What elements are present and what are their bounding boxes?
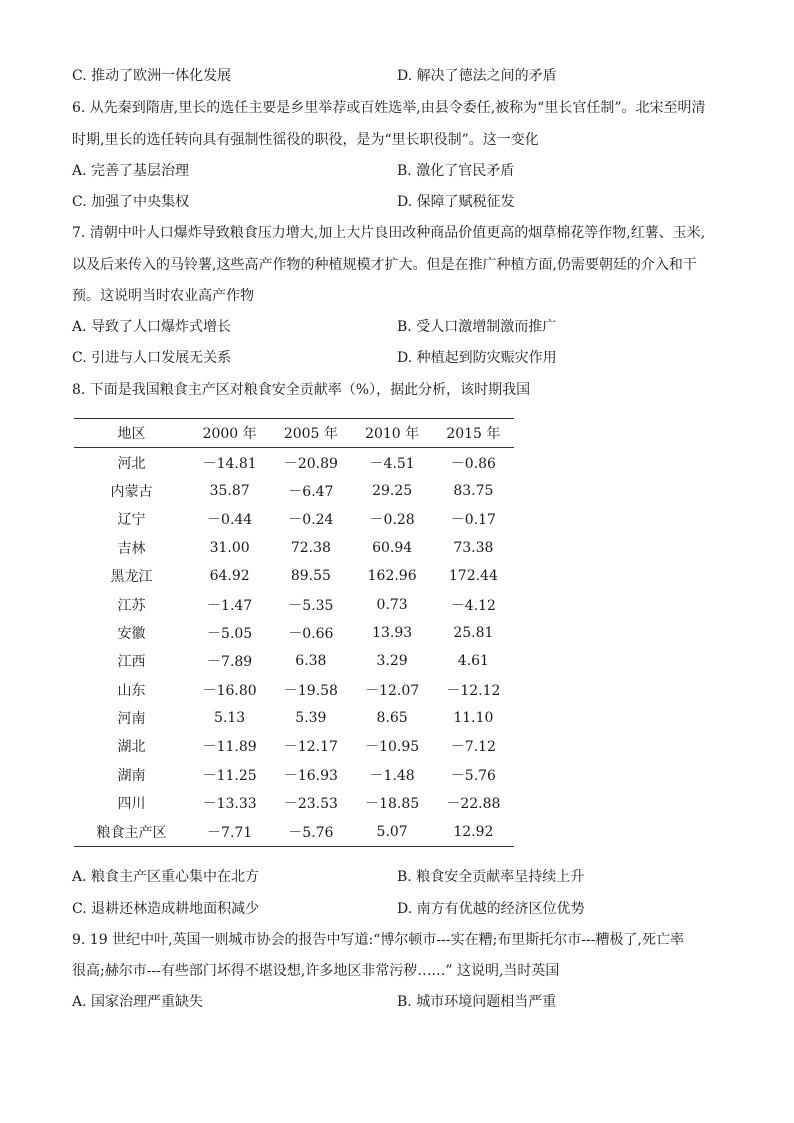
header-2010: 2010 年 bbox=[365, 426, 420, 443]
table-row bbox=[74, 619, 514, 647]
q6-stem-line2: 时期,里长的选任转向具有强制性徭役的职役，是为“里长职役制”。这一变化 bbox=[72, 132, 539, 148]
q6-option-a: A. 完善了基层治理 bbox=[72, 163, 190, 179]
value-cell: 13.93 bbox=[372, 624, 413, 641]
table-row bbox=[74, 761, 514, 789]
region-cell: 吉林 bbox=[117, 540, 146, 557]
q5-option-d: D. 解决了德法之间的矛盾 bbox=[397, 68, 557, 84]
region-cell: 江苏 bbox=[117, 597, 146, 614]
value-cell: －0.24 bbox=[288, 512, 334, 529]
value-cell: 11.10 bbox=[453, 710, 494, 727]
region-cell: 四川 bbox=[117, 796, 146, 813]
header-2005: 2005 年 bbox=[283, 426, 338, 443]
header-region: 地区 bbox=[117, 426, 146, 443]
q8-option-d: D. 南方有优越的经济区位优势 bbox=[397, 901, 585, 917]
value-cell: 31.00 bbox=[209, 539, 250, 556]
table-row bbox=[74, 448, 514, 477]
table-row bbox=[74, 676, 514, 704]
table-row bbox=[74, 477, 514, 505]
value-cell: 60.94 bbox=[372, 539, 413, 556]
region-cell: 河北 bbox=[117, 455, 146, 472]
table-row bbox=[74, 534, 514, 562]
value-cell: －13.33 bbox=[202, 796, 257, 813]
table-row bbox=[74, 590, 514, 618]
value-cell: －4.51 bbox=[369, 455, 415, 472]
table-header-row bbox=[74, 419, 514, 448]
q9-option-a: A. 国家治理严重缺失 bbox=[72, 994, 204, 1010]
header-2000: 2000 年 bbox=[202, 426, 257, 443]
region-cell: 江西 bbox=[117, 654, 146, 671]
value-cell: －1.48 bbox=[369, 767, 415, 784]
value-cell: －7.89 bbox=[207, 654, 253, 671]
region-cell: 湖南 bbox=[117, 767, 146, 784]
q7-option-b: B. 受人口激增制激而推广 bbox=[397, 319, 557, 335]
header-2015: 2015 年 bbox=[446, 426, 501, 443]
table-row bbox=[74, 704, 514, 732]
region-cell: 山东 bbox=[117, 682, 146, 699]
value-cell: －0.28 bbox=[369, 512, 415, 529]
value-cell: 83.75 bbox=[453, 482, 494, 499]
table-row bbox=[74, 647, 514, 675]
region-cell: 黑龙江 bbox=[110, 569, 153, 586]
q6-stem-line1: 6. 从先秦到隋唐,里长的选任主要是乡里举荐或百姓选举,由县令委任,被称为“里长官任制”。北宋至明清 bbox=[72, 100, 706, 116]
value-cell: －19.58 bbox=[283, 682, 338, 699]
value-cell: 162.96 bbox=[367, 568, 417, 585]
region-cell: 辽宁 bbox=[117, 512, 146, 529]
value-cell: －0.17 bbox=[450, 512, 496, 529]
value-cell: 4.61 bbox=[457, 653, 489, 670]
value-cell: －20.89 bbox=[283, 455, 338, 472]
value-cell: －4.12 bbox=[450, 597, 496, 614]
value-cell: －12.07 bbox=[365, 682, 420, 699]
value-cell: －11.25 bbox=[202, 767, 257, 784]
q7-stem-line3: 预。这说明当时农业高产作物 bbox=[72, 288, 254, 304]
q7-stem-line2: 以及后来传入的马铃薯,这些高产作物的种植规模才扩大。但是在推广种植方面,仍需要朝廷的介入和干 bbox=[72, 257, 697, 273]
q9-stem-line2: 很高;赫尔市---有些部门坏得不堪设想,许多地区非常污秽……” 这说明,当时英国 bbox=[72, 963, 560, 979]
value-cell: 172.44 bbox=[448, 568, 498, 585]
q8-stem: 8. 下面是我国粮食主产区对粮食安全贡献率（%），据此分析，该时期我国 bbox=[72, 382, 531, 398]
value-cell: 64.92 bbox=[209, 568, 250, 585]
value-cell: －7.12 bbox=[450, 739, 496, 756]
value-cell: 25.81 bbox=[453, 624, 494, 641]
q9-stem-line1: 9. 19 世纪中叶,英国一则城市协会的报告中写道:“博尔顿市---实在糟;布里斯托尔市---糟极了,死亡率 bbox=[72, 932, 684, 948]
value-cell: －0.66 bbox=[288, 625, 334, 642]
q7-stem-line1: 7. 清朝中叶人口爆炸导致粮食压力增大,加上大片良田改种商品价值更高的烟草棉花等作物,红薯、玉米, bbox=[72, 225, 706, 241]
value-cell: 72.38 bbox=[290, 539, 331, 556]
q8-option-b: B. 粮食安全贡献率呈持续上升 bbox=[397, 869, 585, 885]
q7-option-a: A. 导致了人口爆炸式增长 bbox=[72, 319, 232, 335]
value-cell: －11.89 bbox=[202, 739, 257, 756]
value-cell: 5.07 bbox=[376, 823, 408, 840]
q9-option-b: B. 城市环境问题相当严重 bbox=[397, 994, 557, 1010]
value-cell: －16.93 bbox=[283, 767, 338, 784]
value-cell: 12.92 bbox=[453, 823, 494, 840]
value-cell: 5.13 bbox=[214, 710, 246, 727]
table-row bbox=[74, 817, 514, 846]
region-cell: 安徽 bbox=[117, 625, 146, 642]
value-cell: 6.38 bbox=[295, 653, 327, 670]
value-cell: 0.73 bbox=[376, 596, 408, 613]
grain-contribution-table bbox=[74, 418, 514, 847]
value-cell: －6.47 bbox=[288, 483, 334, 500]
q6-option-c: C. 加强了中央集权 bbox=[72, 194, 190, 210]
region-cell: 内蒙古 bbox=[110, 483, 153, 500]
q7-option-c: C. 引进与人口发展无关系 bbox=[72, 350, 232, 366]
q8-option-c: C. 退耕还林造成耕地面积减少 bbox=[72, 901, 260, 917]
value-cell: －16.80 bbox=[202, 682, 257, 699]
region-cell: 河南 bbox=[117, 711, 146, 728]
table-row bbox=[74, 505, 514, 533]
value-cell: －5.05 bbox=[207, 625, 253, 642]
q6-option-b: B. 激化了官民矛盾 bbox=[397, 163, 515, 179]
value-cell: 5.39 bbox=[295, 710, 327, 727]
value-cell: －10.95 bbox=[365, 739, 420, 756]
table-row bbox=[74, 732, 514, 760]
value-cell: 8.65 bbox=[376, 710, 408, 727]
region-cell: 粮食主产区 bbox=[96, 824, 167, 841]
value-cell: 3.29 bbox=[376, 653, 408, 670]
q8-option-a: A. 粮食主产区重心集中在北方 bbox=[72, 869, 260, 885]
q7-option-d: D. 种植起到防灾赈灾作用 bbox=[397, 350, 557, 366]
value-cell: －5.76 bbox=[450, 767, 496, 784]
q6-option-d: D. 保障了赋税征发 bbox=[397, 194, 515, 210]
region-cell: 湖北 bbox=[117, 739, 146, 756]
value-cell: －1.47 bbox=[207, 597, 253, 614]
value-cell: －22.88 bbox=[446, 796, 501, 813]
value-cell: －0.86 bbox=[450, 455, 496, 472]
value-cell: －5.35 bbox=[288, 597, 334, 614]
value-cell: 89.55 bbox=[290, 568, 331, 585]
table-row bbox=[74, 562, 514, 590]
value-cell: －7.71 bbox=[207, 824, 253, 841]
value-cell: －5.76 bbox=[288, 824, 334, 841]
value-cell: －23.53 bbox=[283, 796, 338, 813]
value-cell: 73.38 bbox=[453, 539, 494, 556]
value-cell: 35.87 bbox=[209, 482, 250, 499]
value-cell: －12.17 bbox=[283, 739, 338, 756]
value-cell: －18.85 bbox=[365, 796, 420, 813]
value-cell: 29.25 bbox=[372, 482, 413, 499]
value-cell: －12.12 bbox=[446, 682, 501, 699]
table-row bbox=[74, 789, 514, 817]
value-cell: －0.44 bbox=[207, 512, 253, 529]
value-cell: －14.81 bbox=[202, 455, 257, 472]
q5-option-c: C. 推动了欧洲一体化发展 bbox=[72, 68, 232, 84]
